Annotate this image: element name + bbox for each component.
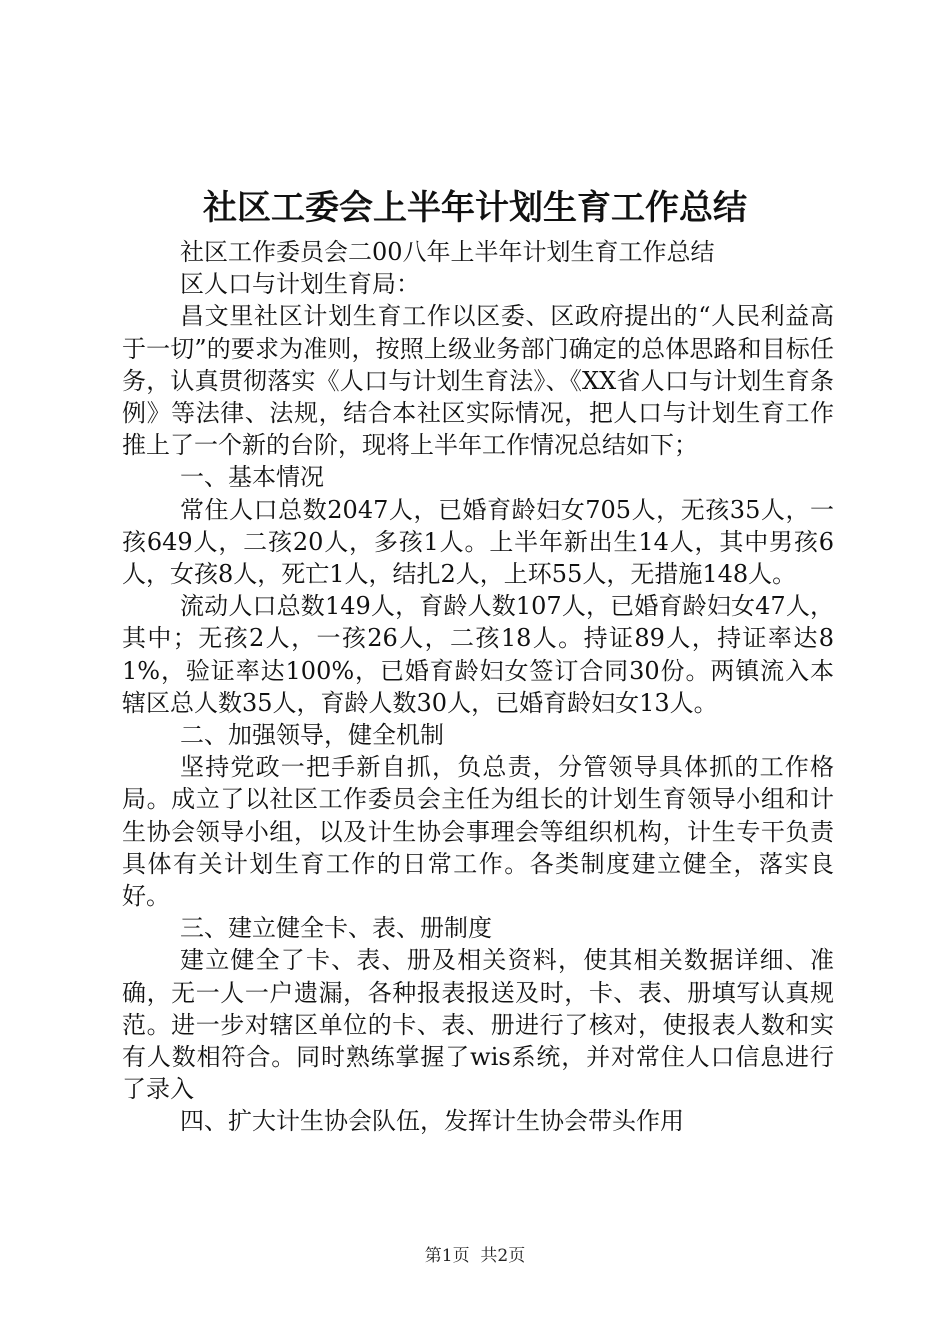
document-title: 社区工委会上半年计划生育工作总结 — [203, 188, 747, 228]
page-total: 共2页 — [480, 1246, 526, 1266]
document-body — [122, 236, 834, 1138]
section-heading-1: 一、基本情况 — [180, 463, 324, 492]
paragraph-records: 建立健全了卡、表、册及相关资料，使其相关数据详细、准确，无一人一户遗漏，各种报表报送及时，卡、表、册填写认真规范。进一步对辖区单位的卡、表、册进行了核对，使报表人数和实有人数相符合。同时熟练掌握了wis系统，并对常住人口信息进行了录入 — [122, 946, 834, 1104]
paragraph-subtitle: 社区工作委员会二00八年上半年计划生育工作总结 — [180, 238, 715, 266]
page-number: 第1页 — [424, 1246, 470, 1266]
section-heading-3: 三、建立健全卡、表、册制度 — [180, 914, 492, 943]
paragraph-leadership: 坚持党政一把手新自抓，负总责，分管领导具体抓的工作格局。成立了以社区工作委员会主任为组长的计划生育领导小组和计生协会领导小组，以及计生协会事理会等组织机构，计生专干负责具体有关计划生育工作的日常工作。各类制度建立健全，落实良好。 — [122, 753, 834, 911]
page-footer — [0, 1244, 950, 1268]
paragraph-intro: 昌文里社区计划生育工作以区委、区政府提出的“人民利益高于一切”的要求为准则，按照上级业务部门确定的总体思路和目标任务，认真贯彻落实《人口与计划生育法》、《XX省人口与计划生育条例》等法律、法规，结合本社区实际情况，把人口与计划生育工作推上了一个新的台阶，现将上半年工作情况总结如下； — [122, 302, 834, 460]
section-heading-2: 二、加强领导，健全机制 — [180, 721, 444, 750]
section-heading-4: 四、扩大计生协会队伍，发挥计生协会带头作用 — [180, 1107, 684, 1136]
paragraph-resident-population: 常住人口总数2047人，已婚育龄妇女705人，无孩35人，一孩649人，二孩20人，多孩1人。上半年新出生14人，其中男孩6人，女孩8人，死亡1人，结扎2人，上环55人，无措施148人。 — [122, 495, 834, 589]
paragraph-floating-population: 流动人口总数149人，育龄人数107人，已婚育龄妇女47人，其中；无孩2人，一孩26人，二孩18人。持证89人，持证率达81%，验证率达100%，已婚育龄妇女签订合同30份。两镇流入本辖区总人数35人，育龄人数30人，已婚育龄妇女13人。 — [122, 592, 834, 717]
paragraph-addressee: 区人口与计划生育局： — [180, 270, 420, 299]
